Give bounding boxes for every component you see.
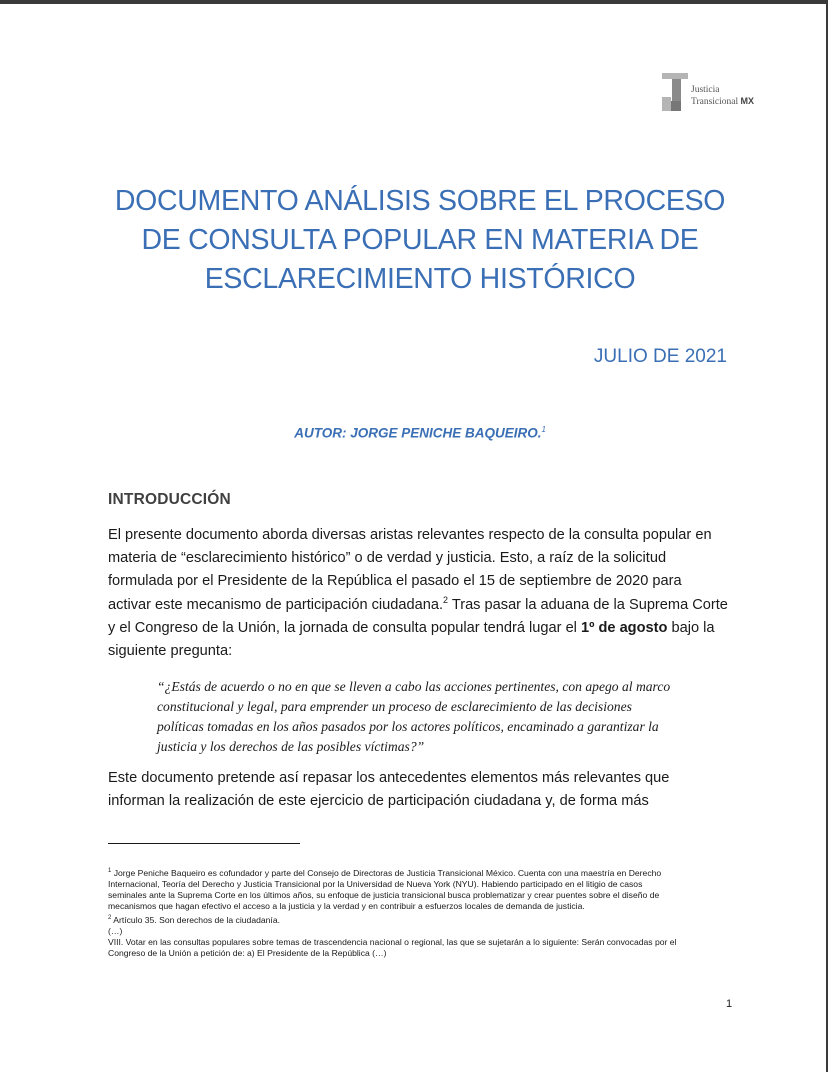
logo-line1: Justicia [691, 85, 720, 95]
paragraph-text: y el Congreso de la Unión, la jornada de consulta popular tendrá lugar el [108, 619, 581, 636]
quote-line: constitucional y legal, para emprender un proceso de esclarecimiento de las decisiones [157, 699, 632, 714]
footnote-1-line: seminales ante la Suprema Corte en los últimos años, su enfoque de justicia transicional busca problematizar y crear puentes sobre el diseño de [108, 890, 660, 901]
paragraph-text: bajo la [667, 619, 715, 636]
paragraph-line: materia de “esclarecimiento histórico” o de verdad y justicia. Esto, a raíz de la solicitud [108, 550, 667, 567]
footnote-1-line: Internacional, Teoría del Derecho y Justicia Transicional por la Universidad de Nueva York (NYU). Habiendo participado en el litigio de casos [108, 879, 643, 890]
jt-monogram-icon [662, 73, 688, 111]
section-heading: INTRODUCCIÓN [108, 491, 231, 508]
footnote-ellipsis: (…) [108, 925, 123, 936]
footnote-ref-2[interactable]: 2 [443, 594, 449, 605]
footnote-2-line: VIII. Votar en las consultas populares sobre temas de trascendencia nacional o regional, las que se sujetarán a lo siguiente: Serán convocadas por el [108, 936, 677, 947]
paragraph-line: formulada por el Presidente de la República el pasado el 15 de septiembre de 2020 para [108, 573, 682, 590]
title-line-1: DOCUMENTO ANÁLISIS SOBRE EL PROCESO [114, 185, 726, 217]
footnote-1-number: 1 [108, 868, 112, 874]
paragraph-line: Este documento pretende así repasar los antecedentes elementos más relevantes que [108, 770, 670, 786]
document-title [80, 182, 760, 299]
logo-wordmark [691, 85, 754, 108]
consultation-question-quote [157, 677, 687, 757]
footnote-1-line: mecanismos que hagan efectivo el acceso a la justicia y la verdad y en contribuir a esfuerzos locales de demanda de justicia. [108, 901, 585, 912]
footnote-text: Jorge Peniche Baqueiro es cofundador y parte del Consejo de Directoras de Justicia Transicional México. Cuenta con una maestría en Derecho [111, 867, 662, 878]
paragraph-text: activar este mecanismo de participación ciudadana. [108, 596, 444, 613]
paragraph-text: Tras pasar la aduana de la Suprema Corte [448, 596, 728, 613]
author-name: AUTOR: JORGE PENICHE BAQUEIRO. [294, 425, 542, 441]
paragraph-line: El presente documento aborda diversas aristas relevantes respecto de la consulta popular en [108, 527, 712, 543]
footnote-2-line [108, 913, 733, 926]
footnote-2-line: Congreso de la Unión a petición de: a) El Presidente de la República (…) [108, 948, 387, 959]
quote-line: políticas tomadas en los años pasados por los actores políticos, encaminado a garantizar la [157, 719, 659, 734]
author-footnote-ref[interactable]: 1 [541, 425, 546, 434]
quote-line: justicia y los derechos de las posibles víctimas?” [157, 739, 425, 754]
footnote-2-number: 2 [108, 914, 112, 921]
author-line [108, 425, 720, 441]
title-line-2: DE CONSULTA POPULAR EN MATERIA DE [141, 224, 699, 256]
footnote-1-line [108, 866, 733, 879]
paragraph-line: informan la realización de este ejercicio de participación ciudadana y, de forma más [108, 793, 649, 810]
logo-suffix: MX [740, 96, 755, 106]
second-paragraph [108, 767, 733, 813]
intro-paragraph [108, 524, 733, 663]
logo-line2: Transicional [691, 97, 739, 107]
footnote-separator [108, 843, 300, 844]
footnotes [108, 866, 733, 959]
paragraph-line [108, 594, 733, 617]
footnote-text: Artículo 35. Son derechos de la ciudadanía. [111, 914, 280, 925]
document-date: JULIO DE 2021 [593, 346, 727, 367]
title-line-3: ESCLARECIMIENTO HISTÓRICO [204, 263, 636, 295]
justicia-transicional-logo [662, 73, 772, 111]
page-number: 1 [726, 998, 733, 1010]
quote-line: “¿Estás de acuerdo o no en que se lleven a cabo las acciones pertinentes, con apego al marco [157, 679, 671, 694]
window-top-edge [0, 0, 828, 4]
highlighted-date: 1º de agosto [580, 619, 668, 636]
paragraph-line: siguiente pregunta: [108, 643, 233, 660]
paragraph-line [108, 617, 733, 640]
